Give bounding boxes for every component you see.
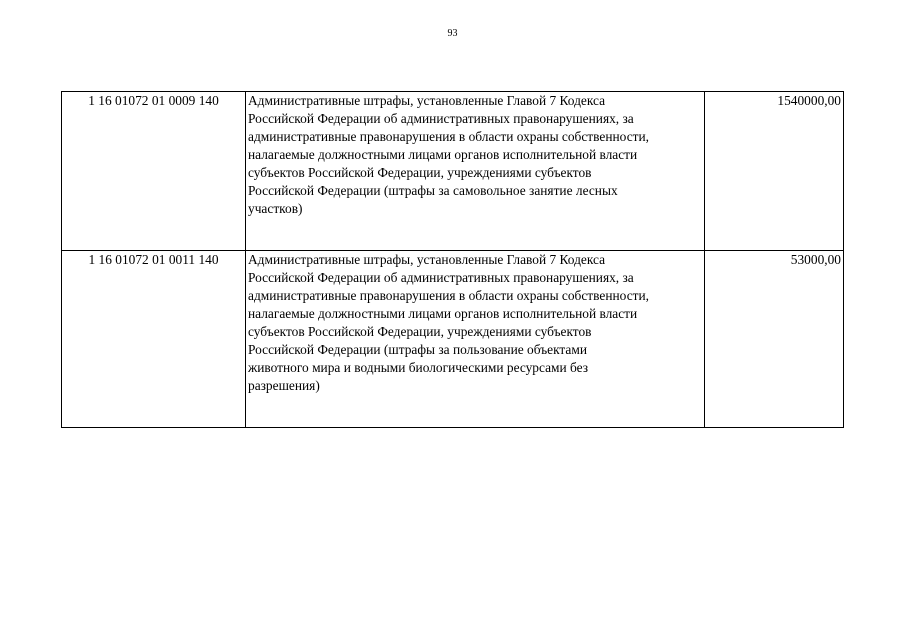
page-number: 93 [447, 28, 458, 39]
budget-code-cell: 1 16 01072 01 0009 140 [62, 92, 246, 251]
description-cell: Административные штрафы, установленные Главой 7 Кодекса Российской Федерации об административных правонарушениях, за административные правонарушения в области охраны собственности, налагаемые должностными лицами органов исполнительной власти субъектов Российской Федерации, учреждениями субъектов Российской Федерации (штрафы за пользование объектами животного мира и водными биологическими ресурсами без разрешения) [246, 251, 705, 428]
revenue-table [61, 91, 844, 428]
amount-cell: 53000,00 [705, 251, 844, 428]
table-row [62, 251, 844, 428]
table-row [62, 92, 844, 251]
description-cell: Административные штрафы, установленные Главой 7 Кодекса Российской Федерации об административных правонарушениях, за административные правонарушения в области охраны собственности, налагаемые должностными лицами органов исполнительной власти субъектов Российской Федерации, учреждениями субъектов Российской Федерации (штрафы за самовольное занятие лесных участков) [246, 92, 705, 251]
amount-cell: 1540000,00 [705, 92, 844, 251]
budget-code-cell: 1 16 01072 01 0011 140 [62, 251, 246, 428]
